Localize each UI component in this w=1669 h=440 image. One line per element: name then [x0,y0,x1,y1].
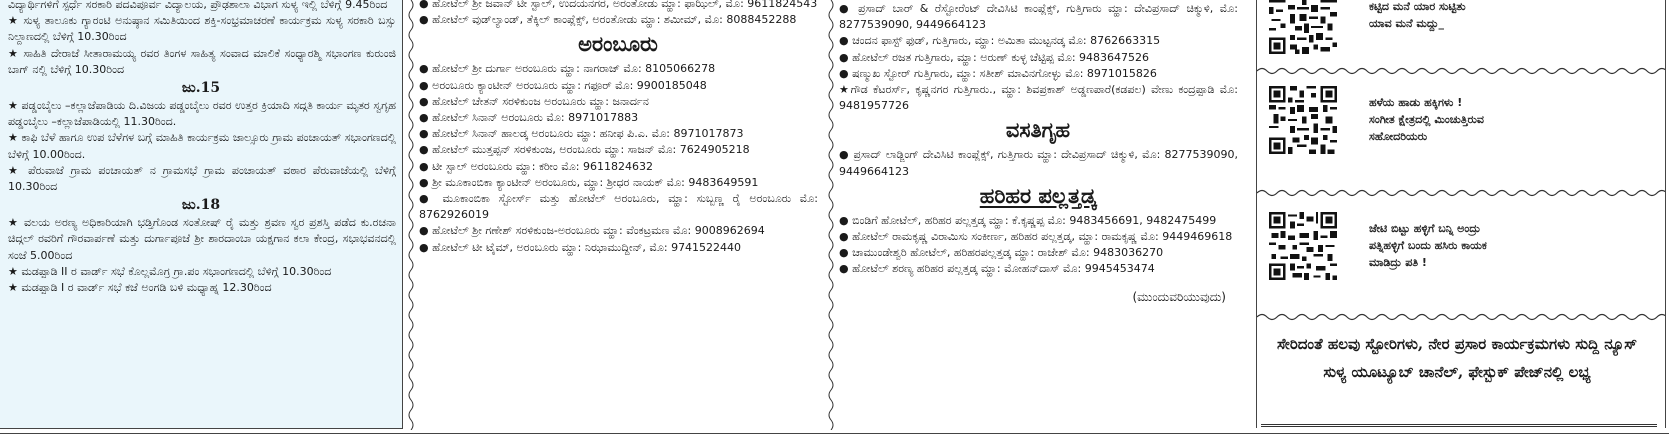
date-heading: ಜು.18 [181,197,221,214]
listing-item: ● ಮೂಕಾಂಬಿಕಾ ಸ್ಟೋರ್ಸ್ ಮತ್ತು ಹೋಟೆಲ್ ಅರಂಬೂರು, ಮ್ಹಾ: ಸುಬ್ಬಣ್ಣ ರೈ ಅರಂಬೂರು ಮೊ: 8762926019 [419,192,818,222]
event-item: ★ ಮಡಪ್ಪಾಡಿ II ರ ವಾರ್ಡ್ ಸಭೆ ಕೊಲ್ಲಮೊಗ್ರ ಗ್ರಾ.ಪಂ ಸಭಾಂಗಣದಲ್ಲಿ ಬೆಳಿಗ್ಗೆ 10.30ರಿಂದ [8,264,332,278]
listing-item: ● ಹೋಟೆಲ್ ಶರಣ್ಯ ಹರಿಹರ ಪಲ್ಲತ್ತಡ್ಕ ಮ್ಹಾ: ಮೋಹನ್‌ದಾಸ್ ಮೊ: 9945453474 [839,262,1155,276]
listing-item: ● ಹೋಟೆಲ್ ಟೀ ಟೈಮ್, ಅರಂಬೂರು ಮ್ಹಾ: ನಿಝಾಮುದ್ದೀನ್, ಮೊ: 9741522440 [419,240,742,254]
event-item: ★ ಕಾಫಿ ಬೆಳೆ ಹಾಗೂ ಉಪ ಬೆಳೆಗಳ ಬಗ್ಗೆ ಮಾಹಿತಿ ಕಾರ್ಯಕ್ರಮ ಜಾಲ್ಸೂರು ಗ್ರಾಮ ಪಂಚಾಯತ್ ಸಭಾಂಗಣದಲ್ಲಿ ಬೆಳಿಗ್ಗೆ 10.00ರಿಂದ. [8,131,396,161]
listing-item: ● ಚಂದನ ಫಾಸ್ಟ್ ಫುಡ್, ಗುತ್ತಿಗಾರು, ಮ್ಹಾ: ಅಮಿತಾ ಮುಟ್ಟನಡ್ಕ ಮೊ: 8762663315 [839,34,1161,48]
listing-item: ● ಅರಂಬೂರು ಕ್ಯಾಂಟೀನ್ ಅರಂಬೂರು ಮ್ಹಾ: ಗಫೂರ್ ಮೊ: 9900185048 [419,78,707,92]
listing-item: ● ಚಾಮುಂಡೇಶ್ವರಿ ಹೋಟೆಲ್, ಹರಿಹರಪಲ್ಲತ್ತಡ್ಕ ಮ್ಹಾ: ರಾಜೇಶ್ ಮೊ: 9483036270 [839,246,1164,260]
event-item: ವಿದ್ಯಾರ್ಥಿಗಳಿಗೆ ಸ್ಪರ್ಧೆ ಸರಕಾರಿ ಪದವಿಪೂರ್ವ ವಿದ್ಯಾಲಯ, ಪ್ರೌಢಶಾಲಾ ವಿಭಾಗ ಸುಳ್ಯ ಇಲ್ಲಿ ಬೆಳಿಗ್ಗೆ 9.45ರಿಂದ [8,0,388,11]
listing-item: ● ಪ್ರಸಾದ್ ಬಾರ್ & ರೆಸ್ಟೋರೆಂಟ್ ದೇವಿಸಿಟಿ ಕಾಂಪ್ಲೆಕ್ಸ್, ಗುತ್ತಿಗಾರು ಮ್ಹಾ: ದೇವಿಪ್ರಸಾದ್ ಚಿಕ್ಮುಳಿ, ಮೊ: 8277539090, 9449664123 [839,2,1238,32]
listing-item: ● ಹೋಟೆಲ್ ಶ್ರೀ ಗಣೇಶ್ ಸರಳಿಕುಂಜ-ಅರಂಬೂರು ಮ್ಹಾ: ವೆಂಕಟ್ರಮಣ ಮೊ: 9008962694 [419,224,765,238]
hotel-directory-column [416,0,820,428]
qr-stories-column [1256,0,1666,428]
qr-code-icon[interactable] [1269,0,1337,54]
event-item: ★ ಸಾಹಿತಿ ದೇರಾಜೆ ಸೀತಾರಾಮಯ್ಯ ರವರ ತಿಂಗಳ ಸಾಹಿತ್ಯ ಸಂವಾದ ಮಾಲಿಕೆ ಸಂಧ್ಯಾರಶ್ಮಿ ಸಭಾಂಗಣ ಕುರುಂಜಿ ಬಾಗ್ ನಲ್ಲಿ ಬೆಳಿಗ್ಗೆ 10.30ರಿಂದ [8,46,396,76]
wavy-separator [1257,186,1665,200]
wavy-column-divider [826,0,836,430]
listing-item: ● ಹೋಟೆಲ್ ರಾಮಕೃಷ್ಣ ವಿರಾಮಿಸು ಸಂಕೀರ್ಣ, ಹರಿಹರ ಪಲ್ಲತ್ತಡ್ಕ, ಮ್ಹಾ: ರಾಮಕೃಷ್ಣ ಮೊ: 9449469618 [839,230,1233,244]
events-column [0,0,403,429]
listing-item: ● ಹೋಟೆಲ್ ಶ್ರೀ ಜವಾನ್ ಟೀ ಸ್ಟಾಲ್, ಉದಯನಗರ, ಅರಂತೋಡು ಮ್ಹಾ: ಫಾಝಿಲ್, ಮೊ: 9611824543 [419,0,818,10]
listing-item: ● ಬಿಂಡಿಗೆ ಹೋಟೆಲ್, ಹರಿಹರ ಪಲ್ಲತ್ತಡ್ಕ ಮ್ಹಾ: ಕೆ.ಕೃಷ್ಣಪ್ಪ ಮೊ: 9483456691, 9482475499 [839,213,1217,227]
listing-item: ● ಟೀ ಸ್ಟಾಲ್ ಅರಂಬೂರು ಮ್ಹಾ: ಕರೀಂ ಮೊ: 9611824632 [419,159,653,173]
continued-note: (ಮುಂದುವರಿಯುವುದು) [1132,289,1226,304]
listing-item: ● ಶ್ರೀ ಮೂಕಾಂಬಿಕಾ ಕ್ಯಾಂಟೀನ್ ಅರಂಬೂರು, ಮ್ಹಾ: ಶ್ರೀಧರ ನಾಯಕ್ ಮೊ: 9483649591 [419,175,759,189]
qr-code-icon[interactable] [1269,212,1337,280]
promo-text: ಸೇರಿದಂತೆ ಹಲವು ಸ್ಟೋರಿಗಳು, ನೇರ ಪ್ರಸಾರ ಕಾರ್ಯಕ್ರಮಗಳು ಸುದ್ದಿ ನ್ಯೂಸ್ ಸುಳ್ಯ ಯೂಟ್ಯೂಬ್ ಚಾನೆಲ್, ಫೇಸ್ಬುಕ್ ಪೇಜ್‌ನಲ್ಲಿ ಲಭ್ಯ [1276,335,1638,381]
event-item: ★ ಪೆರುವಾಜೆ ಗ್ರಾಮ ಪಂಚಾಯತ್ ನ ಗ್ರಾಮಸಭೆ ಗ್ರಾಮ ಪಂಚಾಯತ್ ವಠಾರ ಪೆರುವಾಜೆಯಲ್ಲಿ ಬೆಳಿಗ್ಗೆ 10.30ರಿಂದ [8,163,396,194]
lodging-column [836,0,1240,428]
listing-item: ● ಹೋಟೆಲ್ ಶ್ರೀ ದುರ್ಗಾ ಅರಂಬೂರು ಮ್ಹಾ: ನಾಗರಾಜ್ ಮೊ: 8105066278 [419,62,716,76]
listing-item: ● ಹೋಟೆಲ್ ಚೇತನ್ ಸರಳಿಕುಂಜ ಅರಂಬೂರು ಮ್ಹಾ: ಜನಾರ್ದನ [419,94,649,108]
section-heading: ವಸತಿಗೃಹ [1005,117,1071,143]
date-heading: ಜು.15 [181,80,221,97]
wavy-separator [1257,310,1665,324]
page-bottom-rule [0,433,1669,434]
listing-item: ● ಹೋಟೆಲ್ ಸಿನಾನ್ ಹಾಲಡ್ಕ ಅರಂಬೂರು ಮ್ಹಾ: ಹನೀಫ ಪಿ.ಎ. ಮೊ: 8971017873 [419,127,744,141]
wavy-separator [1257,64,1665,78]
listing-item: ● ಹೋಟೆಲ್ ಸಿನಾನ್ ಅರಂಬೂರು ಮೊ: 8971017883 [419,111,639,125]
event-item: ★ ಸುಳ್ಯ ತಾಲೂಕು ಗ್ಯಾರಂಟಿ ಅನುಷ್ಠಾನ ಸಮಿತಿಯಿಂದ ಶಕ್ತಿ-ಸಂಭ್ರಮಾಚರಣೆ ಕಾರ್ಯಕ್ರಮ ಸುಳ್ಯ ಸರಕಾರಿ ಬಸ್ಸು ನಿಲ್ದಾಣದಲ್ಲಿ ಬೆಳಿಗ್ಗೆ 10.30ರಿಂದ [8,14,396,44]
wavy-column-divider [406,0,416,430]
listing-item: ● ಹೋಟೆಲ್ ವುಡ್‌ಲ್ಯಾಂಡ್, ತೆಕ್ಕಿಲ್ ಕಾಂಪ್ಲೆಕ್ಸ್, ಅರಂತೋಡು ಮ್ಹಾ: ಶಮೀಮ್, ಮೊ: 8088452288 [419,13,797,27]
listing-item: ● ಹೋಟೆಲ್ ರಜತ ಗುತ್ತಿಗಾರು, ಮ್ಹಾ: ಅರುಣ್ ಕುಳ್ಳ ಚೆಟ್ಟಿಪ್ಪ ಮೊ: 9483647526 [839,50,1150,64]
qr-story-caption: ಜೇಟಿ ಬಿಟ್ಟು ಹಳ್ಳಿಗೆ ಬನ್ನಿ ಅಂದ್ರು ಪತ್ನಿಹಳ್ಳಿಗೆ ಬಂದು ಹಸಿರು ಕಾಯಕ ಮಾಡಿದ್ರು ಪತಿ ! [1369,222,1487,269]
listing-item: ● ಹೋಟೆಲ್ ಮುತ್ತಪ್ಪನ್ ಸರಳಿಕುಂಜ, ಅರಂಬೂರು ಮ್ಹಾ: ಸಾಜನ್ ಮೊ: 7624905218 [419,143,750,157]
section-heading: ಅರಂಬೂರು [578,31,658,57]
qr-story-caption: ಹಳೆಯ ಹಾಡು ಹಕ್ಕಿಗಳು ! ಸಂಗೀತ ಕ್ಷೇತ್ರದಲ್ಲಿ ಮಿಂಚುತ್ತಿರುವ ಸಹೋದರಿಯರು [1369,96,1484,143]
listing-item: ● ಷಣ್ಮುಖ ಸ್ಟೋರ್ ಗುತ್ತಿಗಾರು, ಮ್ಹಾ: ಸತೀಶ್ ಮಾವಿನಗೋಳ್ಳು ಮೊ: 8971015826 [839,66,1157,80]
listing-item: ● ಪ್ರಸಾದ್ ಲಾಡ್ಜಿಂಗ್ ದೇವಿಸಿಟಿ ಕಾಂಪ್ಲೆಕ್ಸ್, ಗುತ್ತಿಗಾರು ಮ್ಹಾ: ದೇವಿಪ್ರಸಾದ್ ಚಿಕ್ಮುಳಿ, ಮೊ: 8277539090, 9449664123 [839,148,1238,178]
event-item: ★ ವಲಯ ಅರಣ್ಯ ಅಧಿಕಾರಿಯಾಗಿ ಭಡ್ತಿಗೊಂಡ ಸಂತೋಷ್ ರೈ ಮತ್ತು ಶ್ರವಣ ಸ್ವರ ಪ್ರಶಸ್ತಿ ಪಡೆದ ಕು.ರಚನಾ ಚಿದ್ಗಲ್ ರವರಿಗೆ ಗೌರವಾರ್ಪಣೆ ಮತ್ತು ದುರ್ಗಾಪೂಜೆ ಶ್ರೀ ಶಾರದಾಂಬಾ ಯಕ್ಷಗಾನ ಕಲಾ ಕೇಂದ್ರ, ಸಭಾಭವನದಲ್ಲಿ ಸಂಜೆ 5.00ರಿಂದ [8,216,396,262]
event-item: ★ ಮಡಪ್ಪಾಡಿ I ರ ವಾರ್ಡ್ ಸಭೆ ಕಜೆ ಅಂಗಡಿ ಬಳಿ ಮಧ್ಯಾಹ್ನ 12.30ರಿಂದ [8,281,272,295]
qr-code-icon[interactable] [1269,86,1337,154]
qr-story-caption: ಕಟ್ಟಿದ ಮನೆ ಯಾರ ಸುಟ್ಟಿತು ಯಾವ ಮನೆ ಮದ್ದು_ [1369,0,1466,30]
listing-item: ★ಗೌಡ ಕೆಟರರ್ಸ್, ಕೃಷ್ಣನಗರ ಗುತ್ತಿಗಾರು., ಮ್ಹಾ: ಶಿವಪ್ರಕಾಶ್ ಅಡ್ಡಣಪಾರೆ(ಕಡಪಲ) ವೇಣು ಕಂದ್ರಪ್ಪಾಡಿ ಮೊ: 9481957726 [839,83,1238,113]
section-heading: ಹರಿಹರ ಪಲ್ಲತ್ತಡ್ಕ [979,182,1097,208]
event-item: ★ ಪಡ್ಡಂಬೈಲು –ಕಲ್ಲಾಜೆಪಾಡಿಯ ದಿ.ವಿಜಯ ಪಡ್ಡಂಬೈಲು ರವರ ಉತ್ತರ ಕ್ರಿಯಾದಿ ಸದ್ಗತಿ ಕಾರ್ಯ ಮೃತರ ಸ್ವಗೃಹ ಪಡ್ಡಂಬೈಲು –ಕಲ್ಲಾಜೆಪಾಡಿಯಲ್ಲಿ 11.30ರಿಂದ. [8,99,396,129]
